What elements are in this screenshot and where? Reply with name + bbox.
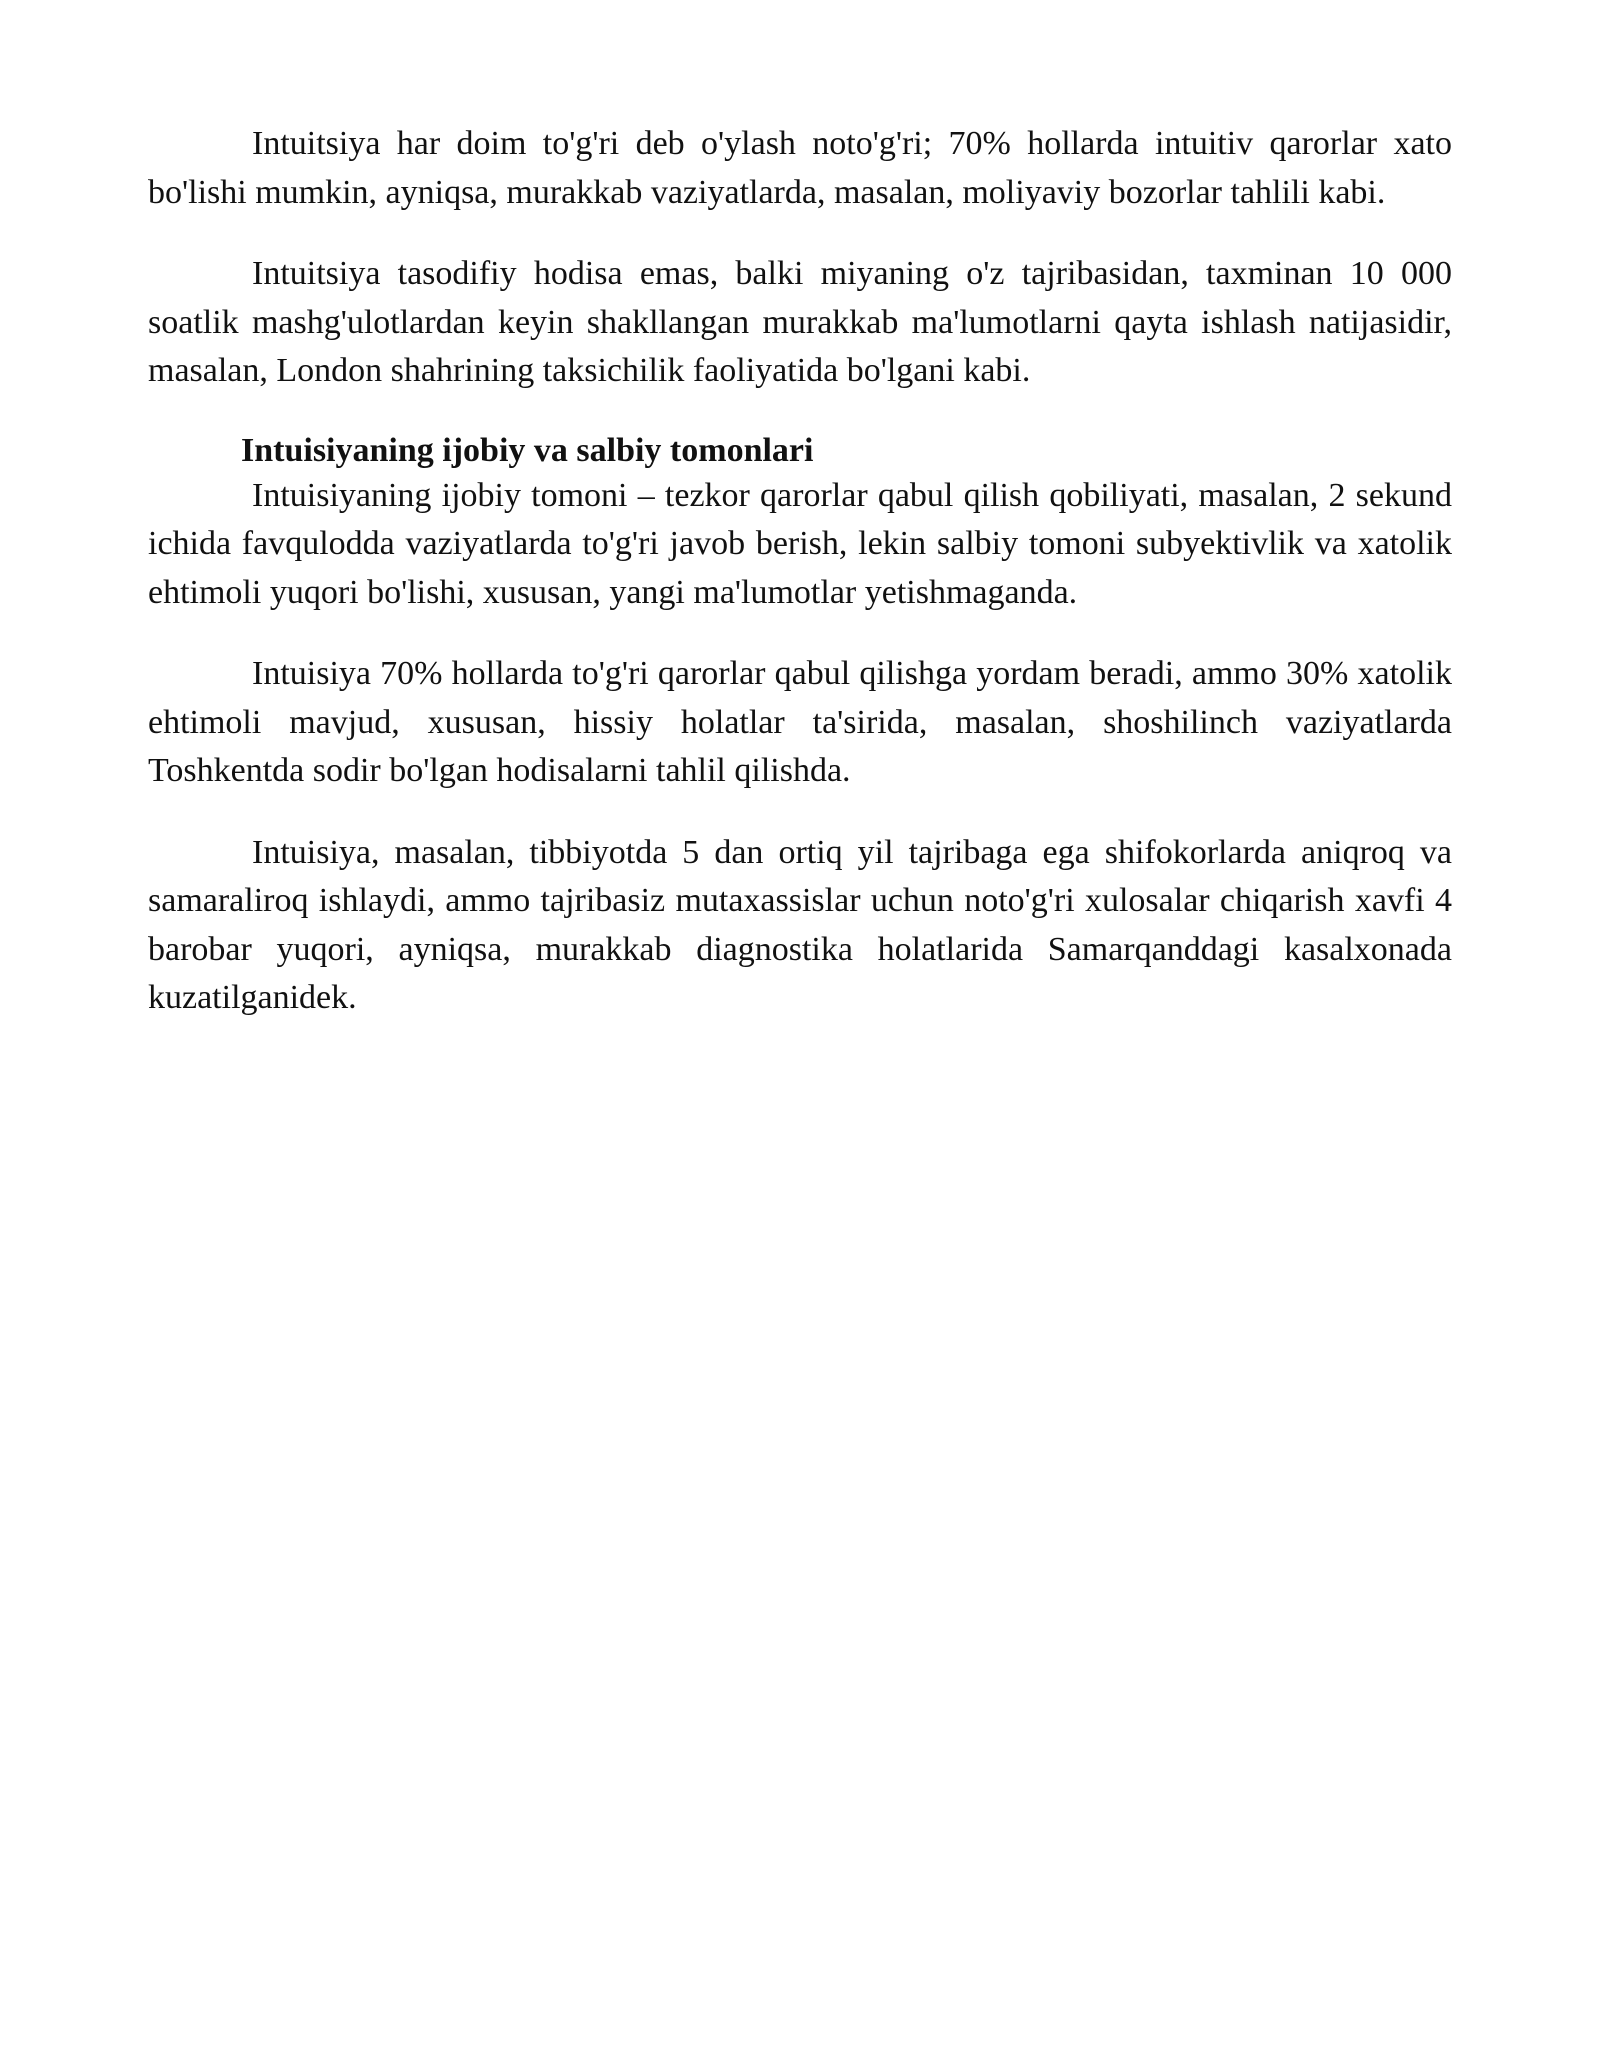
paragraph-intuition-not-always-right: Intuitsiya har doim to'g'ri deb o'ylash noto'g'ri; 70% hollarda intuitiv qarorlar xato bo'lishi mumkin, ayniqsa, murakkab vaziyatlarda, masalan, moliyaviy bozorlar tahlili kabi.	[148, 125, 1452, 211]
paragraph-intuition-not-random: Intuitsiya tasodifiy hodisa emas, balki miyaning o'z tajribasidan, taxminan 10 000 soatlik mashg'ulotlardan keyin shakllangan murakkab ma'lumotlarni qayta ishlash natijasidir, masalan, London shahrining taksichilik faoliyatida bo'lgani kabi.	[148, 255, 1452, 389]
document-page	[148, 120, 1452, 1056]
paragraph-positive-negative-sides: Intuisiyaning ijobiy tomoni – tezkor qarorlar qabul qilish qobiliyati, masalan, 2 sekund ichida favqulodda vaziyatlarda to'g'ri javob berish, lekin salbiy tomoni subyektivlik va xatolik ehtimoli yuqori bo'lishi, xususan, yangi ma'lumotlar yetishmaganda.	[148, 476, 1452, 611]
section-heading: Intuisiyaning ijobiy va salbiy tomonlari	[241, 431, 814, 469]
paragraph-seventy-percent: Intuisiya 70% hollarda to'g'ri qarorlar qabul qilishga yordam beradi, ammo 30% xatolik ehtimoli mavjud, xususan, hissiy holatlar ta'sirida, masalan, shoshilinch vaziyatlarda Toshkentda sodir bo'lgan hodisalarni tahlil qilishda.	[148, 655, 1452, 789]
paragraph-medicine-experience: Intuisiya, masalan, tibbiyotda 5 dan ortiq yil tajribaga ega shifokorlarda aniqroq va samaraliroq ishlaydi, ammo tajribasiz mutaxassislar uchun noto'g'ri xulosalar chiqarish xavfi 4 barobar yuqori, ayniqsa, murakkab diagnostika holatlarida Samarqanddagi kasalxonada kuzatilganidek.	[148, 833, 1452, 1016]
